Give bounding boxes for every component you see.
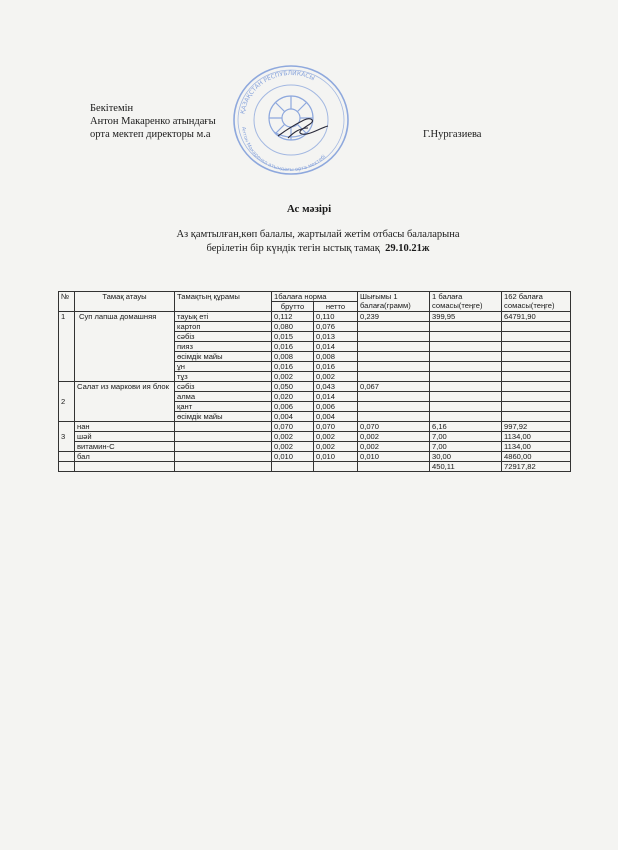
cost1-value <box>430 342 502 352</box>
total-cost162: 72917,82 <box>502 462 571 472</box>
cost162-value <box>502 372 571 382</box>
netto-value: 0,010 <box>314 452 358 462</box>
cost162-value <box>502 322 571 332</box>
header-dish: Тамақ атауы <box>75 292 175 312</box>
ingredient: пияз <box>175 342 272 352</box>
cost162-value <box>502 362 571 372</box>
cost1-value: 7,00 <box>430 432 502 442</box>
brutto-value: 0,015 <box>272 332 314 342</box>
cost1-value: 7,00 <box>430 442 502 452</box>
netto-value: 0,002 <box>314 432 358 442</box>
cost1-value <box>430 372 502 382</box>
brutto-value: 0,006 <box>272 402 314 412</box>
cost162-value <box>502 342 571 352</box>
header-cost162: 162 балаға сомасы(теңге) <box>502 292 571 312</box>
usage-value <box>358 392 430 402</box>
cost1-value <box>430 352 502 362</box>
cost162-value: 4860,00 <box>502 452 571 462</box>
brutto-value: 0,070 <box>272 422 314 432</box>
cost162-value: 1134,00 <box>502 432 571 442</box>
ingredient: бал <box>75 452 175 462</box>
approval-line-3: орта мектеп директоры м.а <box>90 129 211 140</box>
netto-value: 0,013 <box>314 332 358 342</box>
brutto-value: 0,010 <box>272 452 314 462</box>
ingredient: витамин-С <box>75 442 175 452</box>
cost162-value <box>502 332 571 342</box>
netto-value: 0,014 <box>314 392 358 402</box>
cost162-value <box>502 382 571 392</box>
cost162-value <box>502 352 571 362</box>
total-cost1: 450,11 <box>430 462 502 472</box>
subtitle-line-2 <box>0 243 618 254</box>
subtitle-line-1: Аз қамтылған,көп балалы, жартылай жетім отбасы балаларына <box>176 229 460 240</box>
usage-value <box>358 402 430 412</box>
signer-name: Г.Нургазиева <box>423 129 482 140</box>
ingredient: картоп <box>175 322 272 332</box>
brutto-value: 0,016 <box>272 362 314 372</box>
usage-value <box>358 362 430 372</box>
header-num: № <box>59 292 75 312</box>
netto-value: 0,076 <box>314 322 358 332</box>
dish-number: 2 <box>59 382 75 422</box>
ingredient: шәй <box>75 432 175 442</box>
netto-value: 0,070 <box>314 422 358 432</box>
svg-text:Антон Макаренко атындағы орта <box>240 127 327 173</box>
ingredient: алма <box>175 392 272 402</box>
header-norm: 1балаға норма <box>272 292 358 302</box>
netto-value: 0,002 <box>314 442 358 452</box>
netto-value: 0,110 <box>314 312 358 322</box>
total-row <box>59 462 571 472</box>
brutto-value: 0,002 <box>272 372 314 382</box>
cost1-value: 6,16 <box>430 422 502 432</box>
school-stamp <box>230 62 352 178</box>
document-title: Ас мәзірі <box>286 203 332 215</box>
ingredient: тұз <box>175 372 272 382</box>
empty-cell <box>175 462 272 472</box>
table-row <box>59 382 571 392</box>
empty-cell <box>358 462 430 472</box>
header-usage: Шығымы 1 балаға(грамм) <box>358 292 430 312</box>
cost1-value <box>430 362 502 372</box>
cost1-value <box>430 392 502 402</box>
cost1-value: 30,00 <box>430 452 502 462</box>
netto-value: 0,008 <box>314 352 358 362</box>
header-cost1: 1 балаға сомасы(теңге) <box>430 292 502 312</box>
dish-name: Салат из маркови ия блок <box>75 382 175 422</box>
header-brutto: брутто <box>272 302 314 312</box>
table-row <box>59 422 571 432</box>
brutto-value: 0,002 <box>272 432 314 442</box>
netto-value: 0,004 <box>314 412 358 422</box>
dish-name <box>175 422 272 432</box>
empty-cell <box>59 452 75 462</box>
cost162-value <box>502 412 571 422</box>
ingredient: тауық еті <box>175 312 272 322</box>
usage-value: 0,067 <box>358 382 430 392</box>
ingredient: сәбіз <box>175 382 272 392</box>
usage-value: 0,002 <box>358 432 430 442</box>
brutto-value: 0,020 <box>272 392 314 402</box>
usage-value <box>358 322 430 332</box>
cost162-value: 997,92 <box>502 422 571 432</box>
approval-block <box>90 102 216 141</box>
cost1-value <box>430 412 502 422</box>
usage-value <box>358 372 430 382</box>
ingredient: ұн <box>175 362 272 372</box>
cost1-value <box>430 402 502 412</box>
cost1-value <box>430 322 502 332</box>
empty-cell <box>314 462 358 472</box>
empty-cell <box>175 442 272 452</box>
empty-cell <box>175 432 272 442</box>
usage-value: 0,239 <box>358 312 430 322</box>
cost162-value: 64791,90 <box>502 312 571 322</box>
approval-line-2: Антон Макаренко атындағы <box>90 116 216 127</box>
brutto-value: 0,050 <box>272 382 314 392</box>
header-netto: нетто <box>314 302 358 312</box>
usage-value: 0,002 <box>358 442 430 452</box>
dish-number: 1 <box>59 312 75 382</box>
cost1-value <box>430 332 502 342</box>
header-composition: Тамақтың құрамы <box>175 292 272 312</box>
subtitle-text: берілетін бір күндік тегін ыстық тамақ <box>206 243 380 254</box>
netto-value: 0,014 <box>314 342 358 352</box>
empty-cell <box>175 452 272 462</box>
cost162-value: 1134,00 <box>502 442 571 452</box>
usage-value <box>358 352 430 362</box>
brutto-value: 0,080 <box>272 322 314 332</box>
netto-value: 0,002 <box>314 372 358 382</box>
ingredient: өсімдік майы <box>175 352 272 362</box>
netto-value: 0,016 <box>314 362 358 372</box>
cost162-value <box>502 392 571 402</box>
brutto-value: 0,002 <box>272 442 314 452</box>
cost1-value <box>430 382 502 392</box>
dish-number: 3 <box>59 422 75 452</box>
cost1-value: 399,95 <box>430 312 502 322</box>
brutto-value: 0,004 <box>272 412 314 422</box>
approval-line-1: Бекітемін <box>90 103 134 114</box>
table-row <box>59 452 571 462</box>
ingredient: өсімдік майы <box>175 412 272 422</box>
table-row <box>59 442 571 452</box>
ingredient: сәбіз <box>175 332 272 342</box>
ingredient: нан <box>75 422 175 432</box>
usage-value <box>358 332 430 342</box>
cost162-value <box>502 402 571 412</box>
netto-value: 0,006 <box>314 402 358 412</box>
usage-value: 0,010 <box>358 452 430 462</box>
usage-value: 0,070 <box>358 422 430 432</box>
subtitle-date: 29.10.21ж <box>385 243 430 254</box>
brutto-value: 0,016 <box>272 342 314 352</box>
stamp-ring-bottom: Антон Макаренко атындағы орта мектебі <box>240 126 328 174</box>
empty-cell <box>59 462 75 472</box>
table-header-row <box>59 292 571 302</box>
brutto-value: 0,112 <box>272 312 314 322</box>
svg-text:ҚАЗАҚСТАН РЕСПУБЛИКАСЫ <box>239 70 315 115</box>
usage-value <box>358 412 430 422</box>
menu-table <box>58 291 571 472</box>
usage-value <box>358 342 430 352</box>
empty-cell <box>272 462 314 472</box>
empty-cell <box>75 462 175 472</box>
table-row <box>59 312 571 322</box>
dish-name: Суп лапша домашняя <box>75 312 175 382</box>
brutto-value: 0,008 <box>272 352 314 362</box>
table-row <box>59 432 571 442</box>
stamp-ring-top: ҚАЗАҚСТАН РЕСПУБЛИКАСЫ <box>239 69 316 115</box>
ingredient: қант <box>175 402 272 412</box>
netto-value: 0,043 <box>314 382 358 392</box>
